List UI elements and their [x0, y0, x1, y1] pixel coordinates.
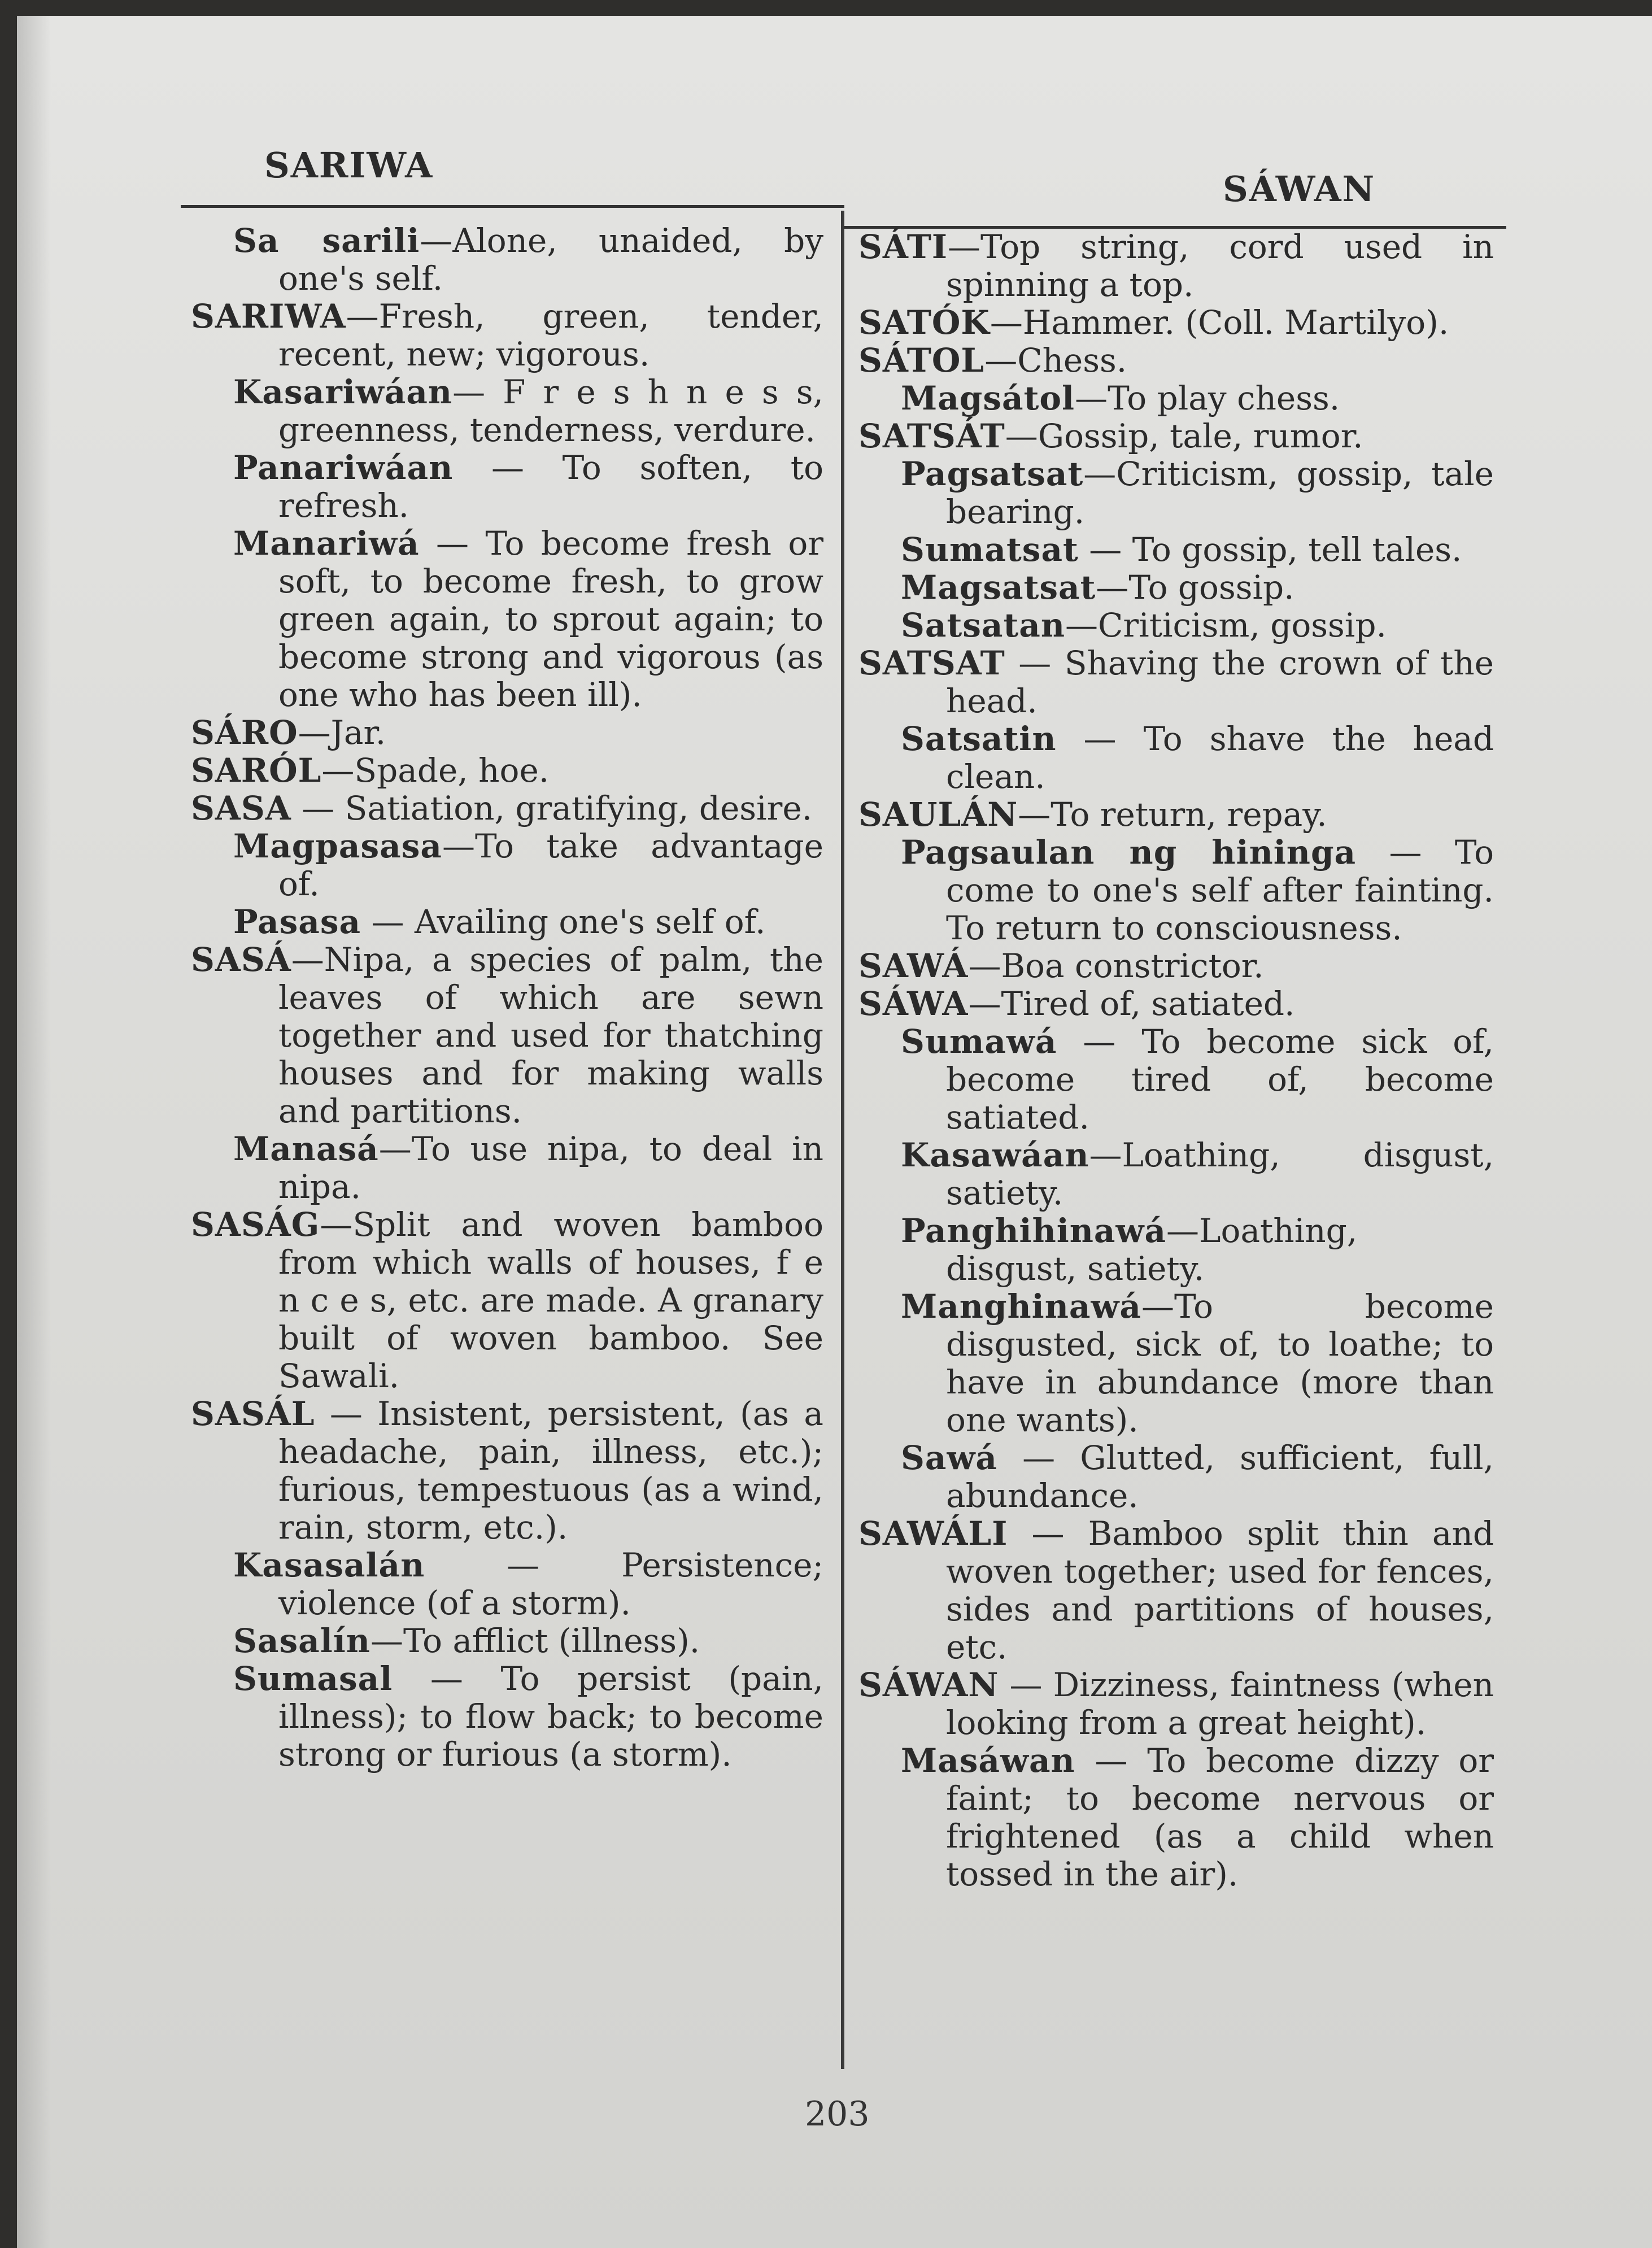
- entry-definition: —Criticism, gossip, tale bearing.: [946, 455, 1494, 531]
- dictionary-entry: [191, 298, 823, 373]
- entry-definition: —Gossip, tale, rumor.: [1005, 417, 1363, 455]
- entry-headword: Magsátol: [901, 379, 1075, 417]
- entry-headword: Sa sarili: [233, 221, 420, 260]
- entry-headword: SÁTI: [858, 228, 948, 266]
- entry-headword: SASÁG: [191, 1205, 320, 1244]
- sub-entry: [858, 455, 1494, 531]
- entry-headword: SAULÁN: [858, 795, 1018, 834]
- entry-headword: Satsatin: [901, 720, 1057, 758]
- entry-definition: — To become fresh or soft, to become fresh, to grow green again, to sprout again; to become strong and vigorous (as one who has been ill).: [278, 524, 823, 714]
- sub-entry: [858, 1212, 1494, 1288]
- sub-entry: [191, 903, 823, 941]
- sub-entry: [191, 373, 823, 449]
- entry-headword: SATSAT: [858, 644, 1005, 682]
- entry-definition: —Jar.: [298, 713, 386, 752]
- dictionary-entry: [858, 947, 1494, 985]
- entry-headword: Sumatsat: [901, 530, 1079, 569]
- sub-entry: [191, 525, 823, 714]
- entry-headword: Manariwá: [233, 524, 420, 563]
- right-column: [858, 228, 1494, 1893]
- dictionary-entry: [191, 714, 823, 752]
- entry-definition: — Shaving the crown of the head.: [946, 644, 1494, 720]
- entry-headword: Masáwan: [901, 1741, 1075, 1780]
- sub-entry: [858, 380, 1494, 417]
- entry-definition: —Fresh, green, tender, recent, new; vigorous.: [278, 297, 823, 373]
- sub-entry: [858, 834, 1494, 947]
- entry-definition: —To gossip.: [1096, 568, 1294, 607]
- running-head-left: SARIWA: [264, 145, 434, 186]
- entry-definition: —Split and woven bamboo from which walls of houses, f e n c e s, etc. are made. A granary built of woven bamboo. See Sawali.: [278, 1205, 823, 1395]
- entry-definition: — Bamboo split thin and woven together; used for fences, sides and partitions of houses, etc.: [946, 1514, 1494, 1666]
- entry-definition: — To shave the head clean.: [946, 720, 1494, 796]
- page-number: 203: [805, 2094, 870, 2134]
- entry-definition: — Dizziness, faintness (when looking from a great height).: [946, 1666, 1494, 1742]
- entry-definition: — Persistence; violence (of a storm).: [278, 1546, 823, 1622]
- entry-headword: SAWÁLI: [858, 1514, 1008, 1553]
- sub-entry: [191, 449, 823, 525]
- entry-headword: SASÁ: [191, 940, 291, 979]
- entry-headword: Sumawá: [901, 1022, 1057, 1061]
- entry-definition: —Boa constrictor.: [968, 947, 1264, 985]
- entry-headword: SÁRO: [191, 713, 298, 752]
- entry-definition: —To play chess.: [1075, 379, 1340, 417]
- entry-definition: — Insistent, persistent, (as a headache, pain, illness, etc.); furious, tempestuous (as a wind, rain, storm, etc.).: [278, 1395, 823, 1546]
- dictionary-entry: [858, 342, 1494, 380]
- entry-definition: —Hammer. (Coll. Martilyo).: [990, 303, 1449, 342]
- sub-entry: [858, 531, 1494, 569]
- entry-definition: —Spade, hoe.: [321, 751, 550, 790]
- dictionary-entry: [191, 790, 823, 827]
- entry-definition: — Availing one's self of.: [361, 903, 766, 941]
- sub-entry: [191, 222, 823, 298]
- sub-entry: [858, 1288, 1494, 1439]
- entry-definition: — F r e s h n e s s, greenness, tenderness, verdure.: [278, 373, 823, 449]
- entry-definition: —Criticism, gossip.: [1065, 606, 1387, 644]
- entry-headword: SASA: [191, 789, 291, 827]
- entry-definition: —To afflict (illness).: [370, 1622, 700, 1660]
- entry-headword: Sumasal: [233, 1659, 393, 1698]
- sub-entry: [858, 1136, 1494, 1212]
- sub-entry: [858, 607, 1494, 644]
- entry-headword: Panghihinawá: [901, 1212, 1167, 1250]
- entry-definition: —Tired of, satiated.: [968, 984, 1295, 1023]
- entry-headword: SATÓK: [858, 303, 990, 342]
- entry-definition: —Alone, unaided, by one's self.: [278, 221, 823, 298]
- entry-headword: SARIWA: [191, 297, 346, 336]
- sub-entry: [191, 1546, 823, 1622]
- entry-definition: —To use nipa, to deal in nipa.: [278, 1130, 823, 1206]
- entry-definition: —Top string, cord used in spinning a top.: [946, 228, 1494, 304]
- entry-headword: SATSÁT: [858, 417, 1005, 455]
- sub-entry: [191, 827, 823, 903]
- dictionary-entry: [858, 1515, 1494, 1666]
- entry-headword: Manasá: [233, 1130, 379, 1168]
- entry-headword: Sasalín: [233, 1622, 370, 1660]
- entry-headword: Satsatan: [901, 606, 1066, 644]
- column-divider: [841, 211, 844, 2069]
- dictionary-entry: [858, 228, 1494, 304]
- entry-definition: — To persist (pain, illness); to flow back; to become strong or furious (a storm).: [278, 1659, 823, 1774]
- entry-definition: — To come to one's self after fainting. To return to consciousness.: [946, 833, 1494, 947]
- entry-definition: — To gossip, tell tales.: [1078, 530, 1462, 569]
- entry-headword: SÁWA: [858, 984, 969, 1023]
- sub-entry: [858, 720, 1494, 796]
- dictionary-entry: [191, 1395, 823, 1546]
- entry-definition: —To return, repay.: [1018, 795, 1327, 834]
- entry-definition: —Loathing, disgust, satiety.: [946, 1136, 1494, 1212]
- entry-headword: SARÓL: [191, 751, 322, 790]
- entry-headword: SAWÁ: [858, 947, 969, 985]
- entry-headword: SÁTOL: [858, 341, 985, 380]
- entry-definition: — Glutted, sufficient, full, abundance.: [946, 1439, 1494, 1515]
- sub-entry: [191, 1130, 823, 1206]
- dictionary-entry: [191, 941, 823, 1130]
- running-head-right: SÁWAN: [1223, 168, 1376, 210]
- entry-headword: Kasariwáan: [233, 373, 453, 411]
- entry-definition: —To become disgusted, sick of, to loathe; to have in abundance (more than one wants).: [946, 1287, 1494, 1439]
- dictionary-entry: [858, 644, 1494, 720]
- dictionary-page: [17, 16, 1652, 2248]
- dictionary-entry: [858, 985, 1494, 1023]
- sub-entry: [858, 1023, 1494, 1136]
- entry-headword: Pagsaulan ng hininga: [901, 833, 1357, 872]
- dictionary-entry: [858, 1666, 1494, 1742]
- entry-headword: SASÁL: [191, 1395, 315, 1433]
- sub-entry: [191, 1660, 823, 1774]
- entry-definition: — To become sick of, become tired of, become satiated.: [946, 1022, 1494, 1136]
- entry-definition: — Satiation, gratifying, desire.: [291, 789, 813, 827]
- dictionary-entry: [858, 417, 1494, 455]
- entry-headword: Manghinawá: [901, 1287, 1141, 1326]
- entry-definition: —Nipa, a species of palm, the leaves of which are sewn together and used for thatching houses and for making walls and partitions.: [278, 940, 823, 1130]
- header-rule-left: [181, 205, 844, 208]
- dictionary-entry: [191, 752, 823, 790]
- left-column: [191, 222, 823, 1774]
- entry-headword: Pagsatsat: [901, 455, 1084, 493]
- sub-entry: [858, 1742, 1494, 1893]
- entry-definition: —To take advantage of.: [278, 827, 823, 903]
- entry-definition: —Chess.: [984, 341, 1127, 380]
- entry-headword: Pasasa: [233, 903, 361, 941]
- entry-headword: Kasasalán: [233, 1546, 425, 1584]
- dictionary-entry: [858, 304, 1494, 342]
- dictionary-entry: [191, 1206, 823, 1395]
- sub-entry: [191, 1622, 823, 1660]
- entry-headword: SÁWAN: [858, 1666, 999, 1704]
- entry-headword: Panariwáan: [233, 448, 454, 487]
- dictionary-entry: [858, 796, 1494, 834]
- sub-entry: [858, 1439, 1494, 1515]
- entry-headword: Magsatsat: [901, 568, 1096, 607]
- entry-definition: — To soften, to refresh.: [278, 448, 823, 525]
- entry-headword: Sawá: [901, 1439, 997, 1477]
- entry-definition: — To become dizzy or faint; to become nervous or frightened (as a child when tossed in the air).: [946, 1741, 1494, 1893]
- entry-definition: —Loathing, disgust, satiety.: [946, 1212, 1358, 1288]
- entry-headword: Magpasasa: [233, 827, 442, 865]
- entry-headword: Kasawáan: [901, 1136, 1089, 1174]
- sub-entry: [858, 569, 1494, 607]
